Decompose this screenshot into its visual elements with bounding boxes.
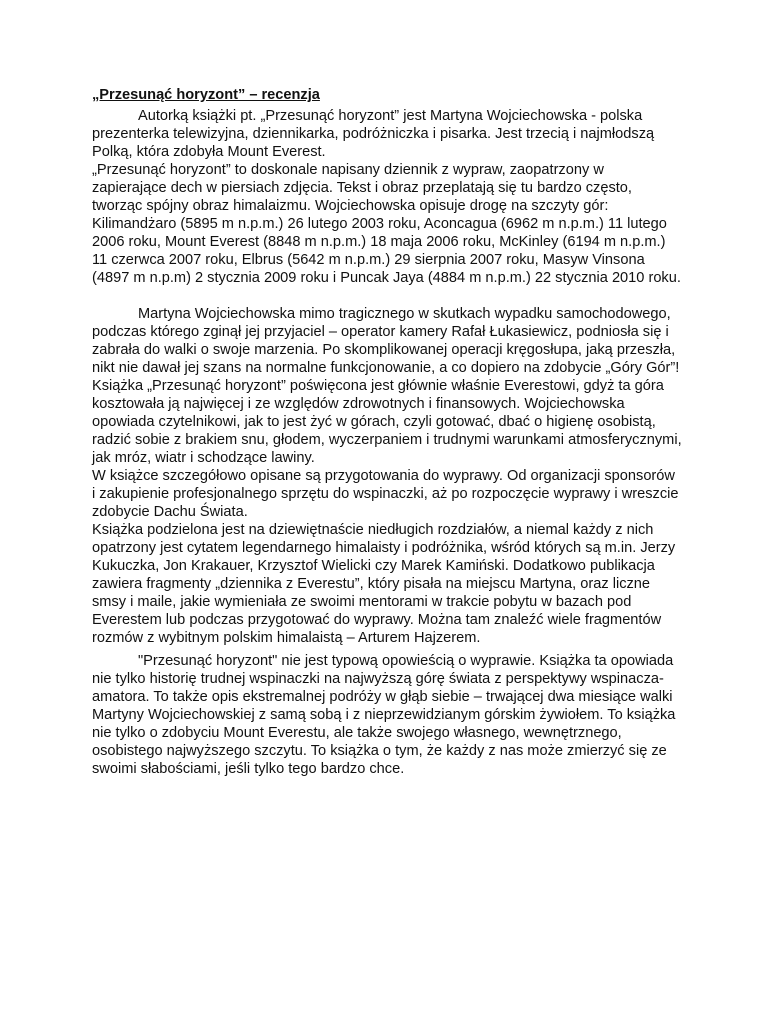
paragraph-preparations: W książce szczegółowo opisane są przygotowania do wyprawy. Od organizacji sponsorów i zakupienie profesjonalnego sprzętu do wspinaczki, aż po rozpoczęcie wyprawy i wreszcie zdobycie Dachu Świata. xyxy=(92,468,679,520)
paragraph-book-structure: Książka podzielona jest na dziewiętnaście niedługich rozdziałów, a niemal każdy z nich opatrzony jest cytatem legendarnego himalaisty i podróżnika, wśród których są m.in. Jerzy Kukuczka, Jon Krakauer, Krzysztof Wielicki czy Marek Kamiński. Dodatkowo publikacja zawiera fragmenty „dziennika z Everestu”, który pisała na miejscu Martyna, oraz liczne smsy i maile, jakie wymieniała ze swoimi mentorami w trakcie pobytu w bazach pod Everestem lub podczas przygotować do wyprawy. Można tam znaleźć wiele fragmentów rozmów z wybitnym polskim himalaistą – Arturem Hajzerem. xyxy=(92,522,676,646)
paragraph-conclusion: "Przesunąć horyzont" nie jest typową opowieścią o wyprawie. Książka ta opowiada nie tylko historię trudnej wspinaczki na najwyższą górę świata z perspektywy wspinacza-amatora. To także opis ekstremalnej podróży w głąb siebie – trwającej dwa miesiące walki Martyny Wojciechowskiej z samą sobą i z nieprzewidzianym górskim żywiołem. To książka nie tylko o zdobyciu Mount Everestu, ale także swojego własnego, wewnętrznego, osobistego najwyższego szczytu. To książka o tym, że każdy z nas może zmierzyć się ze swoimi słabościami, jeśli tylko tego bardzo chce. xyxy=(92,653,676,777)
paragraph-expedition-diary: „Przesunąć horyzont” to doskonale napisany dziennik z wypraw, zaopatrzony w zapierające dech w piersiach zdjęcia. Tekst i obraz przeplatają się tu bardzo często, tworząc spójny obraz himalaizmu. Wojciechowska opisuje drogę na szczyty gór: Kilimandżaro (5895 m n.p.m.) 26 lutego 2003 roku, Aconcagua (6962 m n.p.m.) 11 lutego 2006 roku, Mount Everest (8848 m n.p.m.) 18 maja 2006 roku, McKinley (6194 m n.p.m.) 11 czerwca 2007 roku, Elbrus (5642 m n.p.m.) 29 sierpnia 2007 roku, Masyw Vinsona (4897 m n.p.m) 2 stycznia 2009 roku i Puncak Jaya (4884 m n.p.m.) 22 stycznia 2010 roku. xyxy=(92,162,681,286)
paragraph-accident-and-everest: Martyna Wojciechowska mimo tragicznego w skutkach wypadku samochodowego, podczas którego zginął jej przyjaciel – operator kamery Rafał Łukasiewicz, podniosła się i zabrała do walki o swoje marzenia. Po skomplikowanej operacji kręgosłupa, jaką przeszła, nikt nie dawał jej szans na normalne funkcjonowanie, a co dopiero na zdobycie „Góry Gór”! Książka „Przesunąć horyzont” poświęcona jest głównie właśnie Everestowi, gdyż ta góra kosztowała ją najwięcej i ze względów zdrowotnych i finansowych. Wojciechowska opowiada czytelnikowi, jak to jest żyć w górach, czyli gotować, dbać o higienę osobistą, radzić sobie z brakiem snu, głodem, wyczerpaniem i trudnymi warunkami atmosferycznymi, jak mróz, wiatr i schodzące lawiny. xyxy=(92,306,682,466)
paragraph-author-intro: Autorką książki pt. „Przesunąć horyzont” jest Martyna Wojciechowska - polska prezenterka telewizyjna, dziennikarka, podróżniczka i pisarka. Jest trzecią i najmłodszą Polką, która zdobyła Mount Everest. xyxy=(92,108,655,160)
document-title: „Przesunąć horyzont” – recenzja xyxy=(92,87,320,103)
document-page xyxy=(92,86,682,778)
